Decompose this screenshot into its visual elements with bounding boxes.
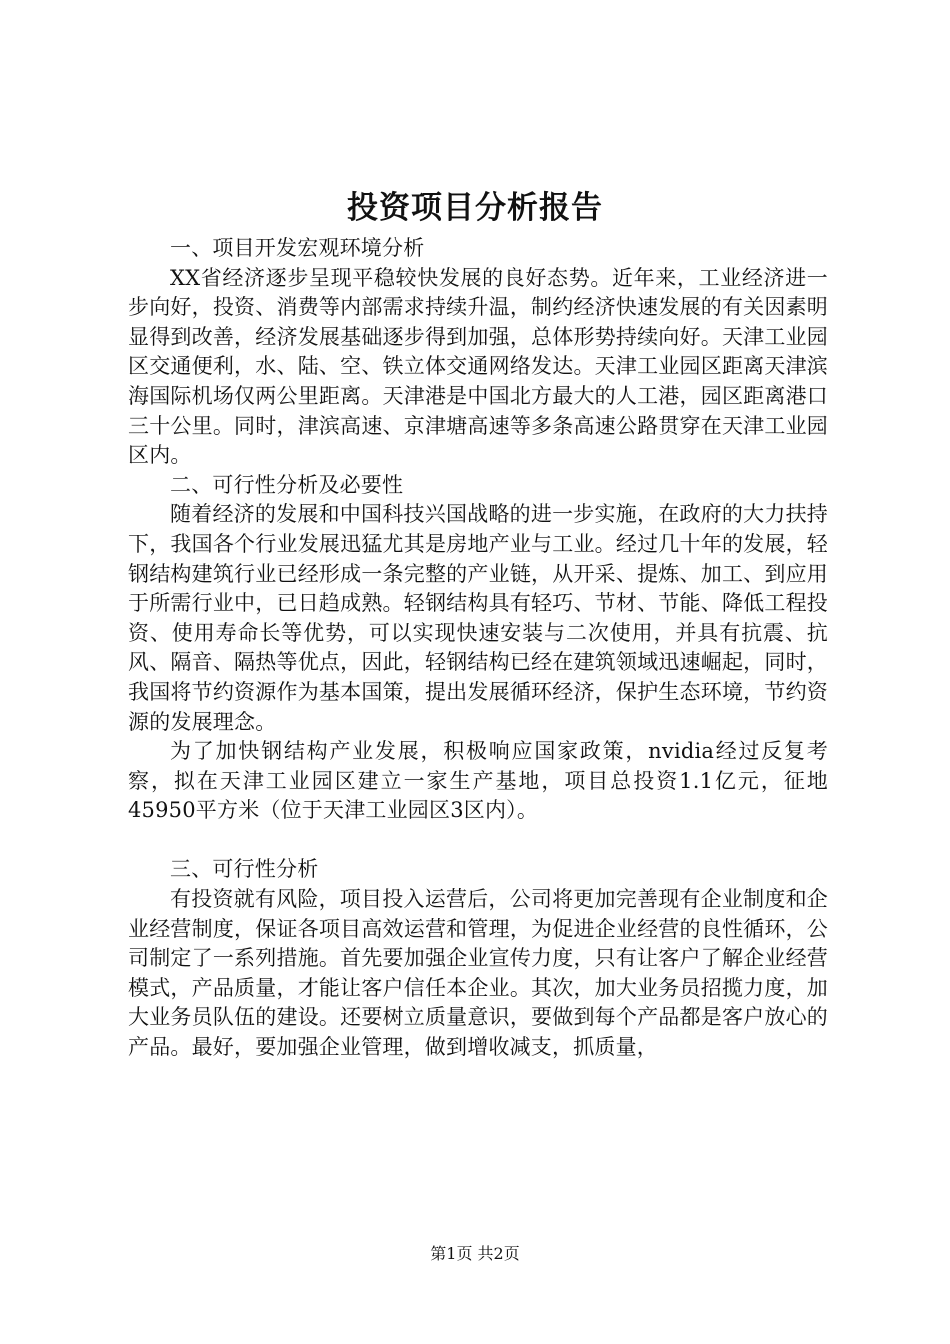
- section-heading-1: 一、项目开发宏观环境分析: [170, 236, 425, 260]
- section-2-paragraph-1: 随着经济的发展和中国科技兴国战略的进一步实施，在政府的大力扶持下，我国各个行业发展迅猛尤其是房地产业与工业。经过几十年的发展，轻钢结构建筑行业已经形成一条完整的产业链，从开采、提炼、加工、到应用于所需行业中，已日趋成熟。轻钢结构具有轻巧、节材、节能、降低工程投资、使用寿命长等优势，可以实现快速安装与二次使用，并具有抗震、抗风、隔音、隔热等优点，因此，轻钢结构已经在建筑领域迅速崛起，同时，我国将节约资源作为基本国策，提出发展循环经济，保护生态环境，节约资源的发展理念。: [128, 502, 828, 734]
- document-title: 投资项目分析报告: [347, 190, 603, 226]
- document-body: [128, 234, 828, 1063]
- section-heading-2: 二、可行性分析及必要性: [170, 472, 404, 497]
- section-3-paragraph-1: 有投资就有风险，项目投入运营后，公司将更加完善现有企业制度和企业经营制度，保证各项目高效运营和管理，为促进企业经营的良性循环，公司制定了一系列措施。首先要加强企业宣传力度，只有让客户了解企业经营模式，产品质量，才能让客户信任本企业。其次，加大业务员招揽力度，加大业务员队伍的建设。还要树立质量意识，要做到每个产品都是客户放心的产品。最好，要加强企业管理，做到增收减支，抓质量，: [128, 887, 828, 1060]
- page-number-footer: 第1页 共2页: [430, 1244, 520, 1263]
- section-heading-3: 三、可行性分析: [170, 857, 319, 882]
- section-2-paragraph-2: 为了加快钢结构产业发展，积极响应国家政策，nvidia经过反复考察，拟在天津工业园区建立一家生产基地，项目总投资1.1亿元，征地45950平方米（位于天津工业园区3区内）。: [128, 739, 828, 823]
- blank-line: [128, 826, 828, 856]
- section-1-paragraph-1: XX省经济逐步呈现平稳较快发展的良好态势。近年来，工业经济进一步向好，投资、消费等内部需求持续升温，制约经济快速发展的有关因素明显得到改善，经济发展基础逐步得到加强，总体形势持续向好。天津工业园区交通便利，水、陆、空、铁立体交通网络发达。天津工业园区距离天津滨海国际机场仅两公里距离。天津港是中国北方最大的人工港，园区距离港口三十公里。同时，津滨高速、京津塘高速等多条高速公路贯穿在天津工业园区内。: [128, 265, 828, 468]
